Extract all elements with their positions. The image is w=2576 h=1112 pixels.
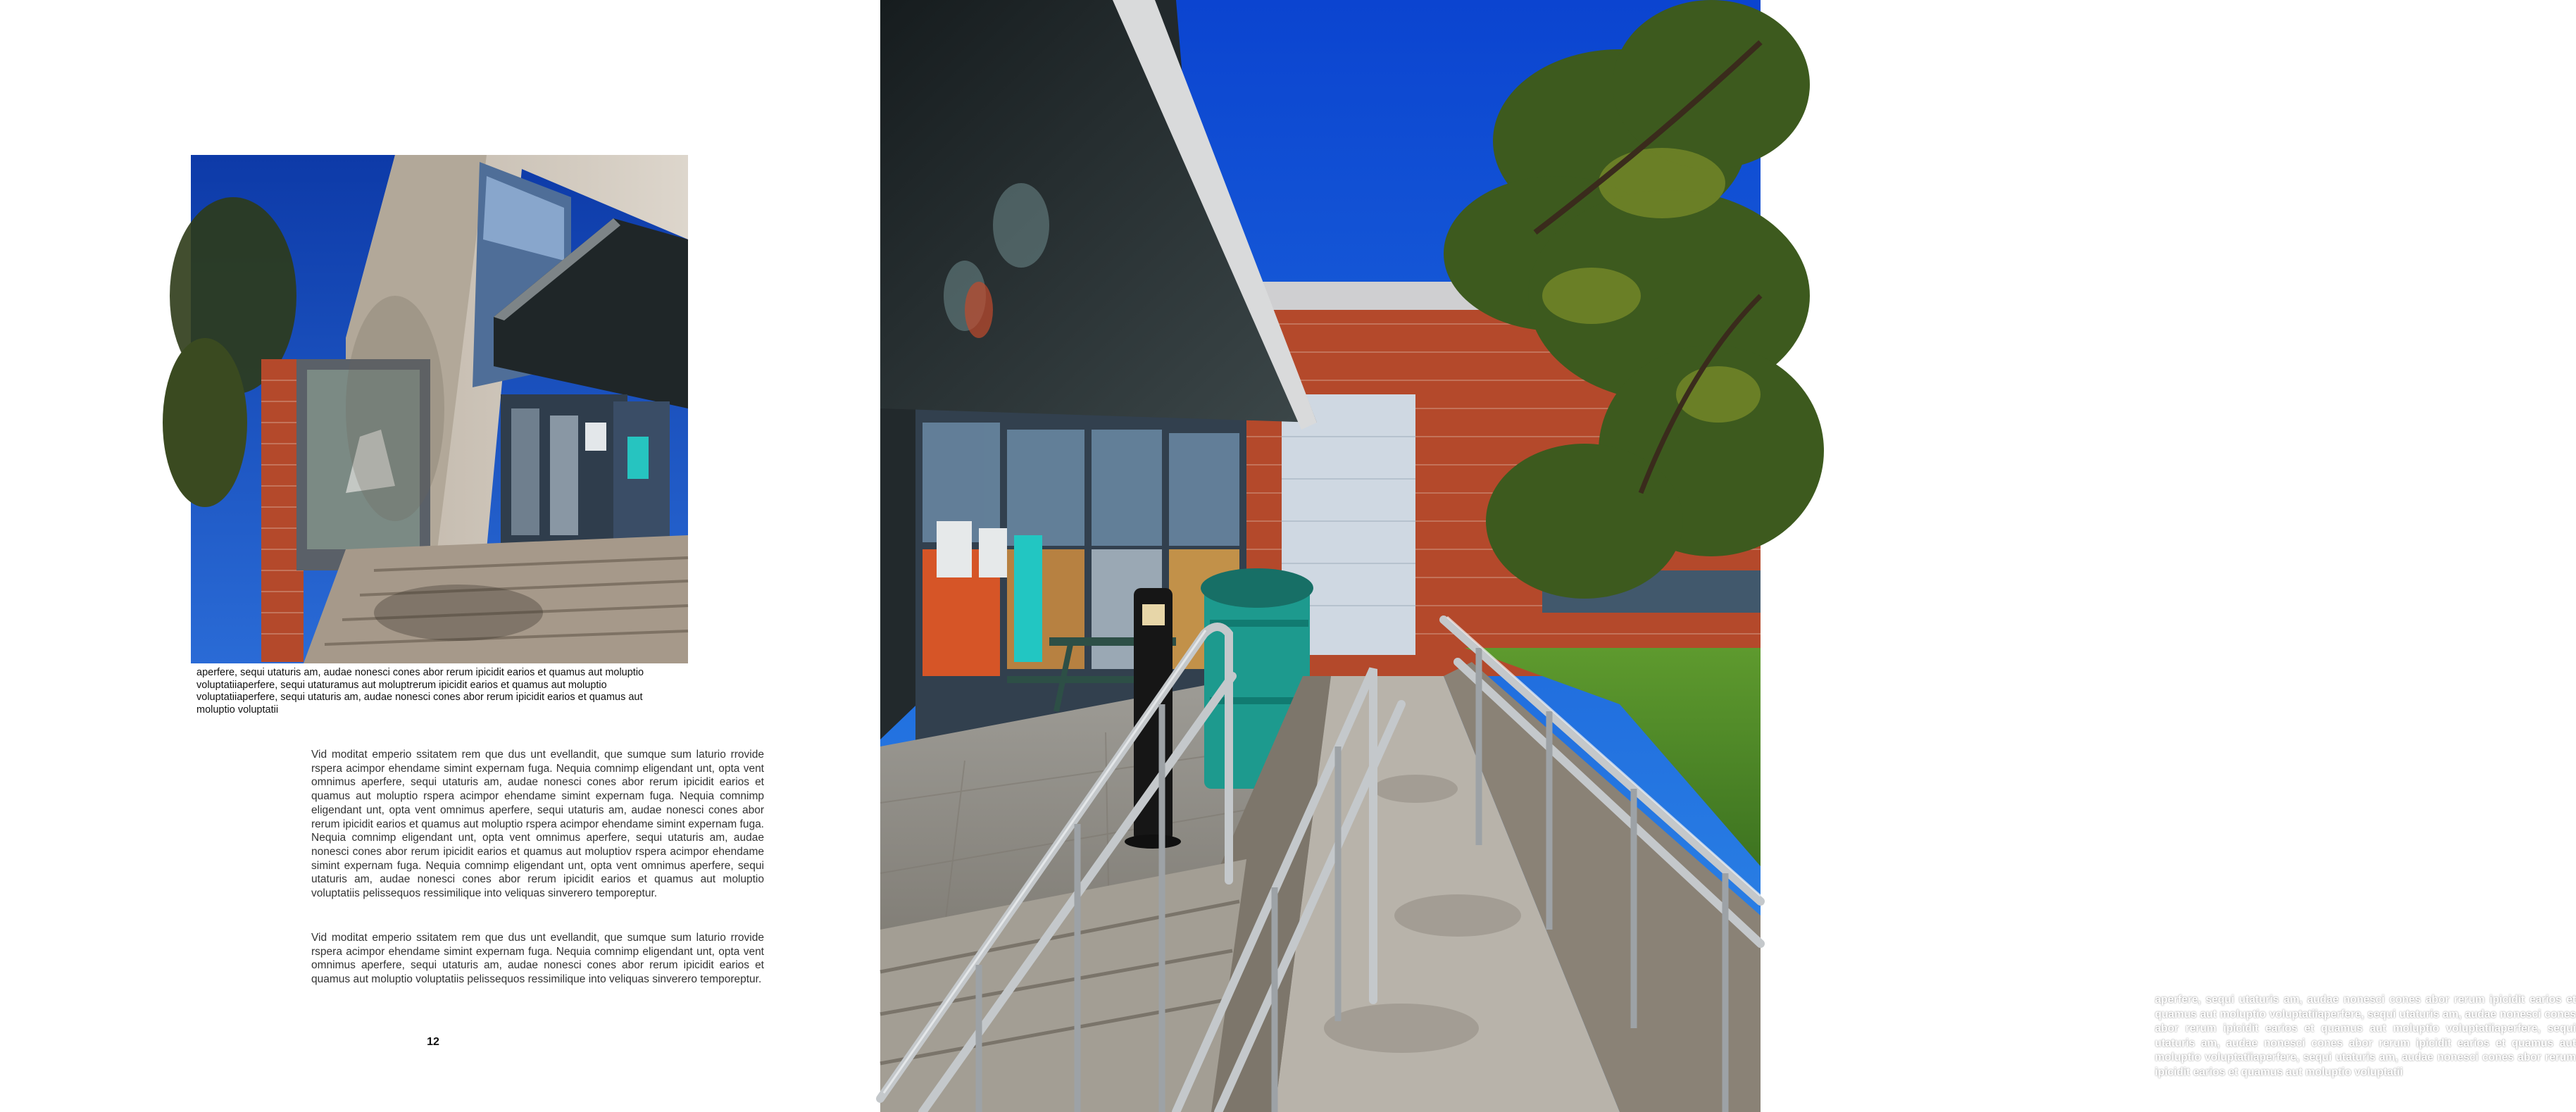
right-page: [880, 0, 2576, 1112]
building-entrance-photo: [191, 155, 688, 663]
page-number: 12: [427, 1036, 439, 1048]
left-page: [0, 0, 880, 1112]
photo-caption-overlay: aperfere, sequi utaturis am, audae nonesci cones abor rerum ipicidit earios et quamus aut moluptio voluptatiiaperfere, sequi utaturis am, audae nonesci cones abor rerum ipicidit earios et quamus aut moluptio voluptatiiaperfere, sequi utaturis am, audae nonesci cones abor rerum ipicidit earios et quamus aut moluptio voluptatiiaperfere, sequi utaturis am, audae nonesci cones abor rerum ipicidit earios et quamus aut moluptio voluptatii: [2155, 994, 2576, 1078]
photo-icon: [191, 155, 688, 663]
body-paragraph: Vid moditat emperio ssitatem rem que dus unt evellandit, que sumque sum laturio rrovide rspera acimpor ehendame simint expernam fuga. Nequia comnimp eligendant unt, opta vent omnimus aperfere, sequi utaturis am, audae nonesci cones abor rerum ipicidit earios et quamus aut moluptio voluptatiis pelissequos ressimilique into veliquas sinverero temporeptur.: [311, 932, 764, 986]
body-paragraph: Vid moditat emperio ssitatem rem que dus unt evellandit, que sumque sum laturio rrovide rspera acimpor ehendame simint expernam fuga. Nequia comnimp eligendant unt, opta vent omnimus aperfere, sequi utaturis am, audae nonesci cones abor rerum ipicidit earios et quamus aut moluptio rspera acimpor ehendame simint expernam fuga. Nequia comnimp eligendant unt, opta vent omnimus aperfere, sequi utaturis am, audae nonesci cones abor rerum ipicidit earios et quamus aut moluptio rspera acimpor ehendame simint expernam fuga. Nequia comnimp eligendant unt, opta vent omnimus aperfere, sequi utaturis am, audae nonesci cones abor rerum ipicidit earios et quamus aut moluptiov rspera acimpor ehendame simint expernam fuga. Nequia comnimp eligendant unt, opta vent omnimus aperfere, sequi utaturis am, audae nonesci cones abor rerum ipicidit earios et quamus aut moluptio voluptatiis pelissequos ressimilique into veliquas sinverero temporeptur.: [311, 749, 764, 900]
ramp-and-railings-photo: [880, 0, 1761, 1112]
photo-caption: aperfere, sequi utaturis am, audae nonesci cones abor rerum ipicidit earios et quamus aut moluptio voluptatiiaperfere, sequi utaturamus aut moluptrerum ipicidit earios et quamus aut moluptio voluptatiiaperfere, sequi utaturis am, audae nonesci cones abor rerum ipicidit earios et quamus aut moluptio voluptatii: [196, 667, 644, 716]
